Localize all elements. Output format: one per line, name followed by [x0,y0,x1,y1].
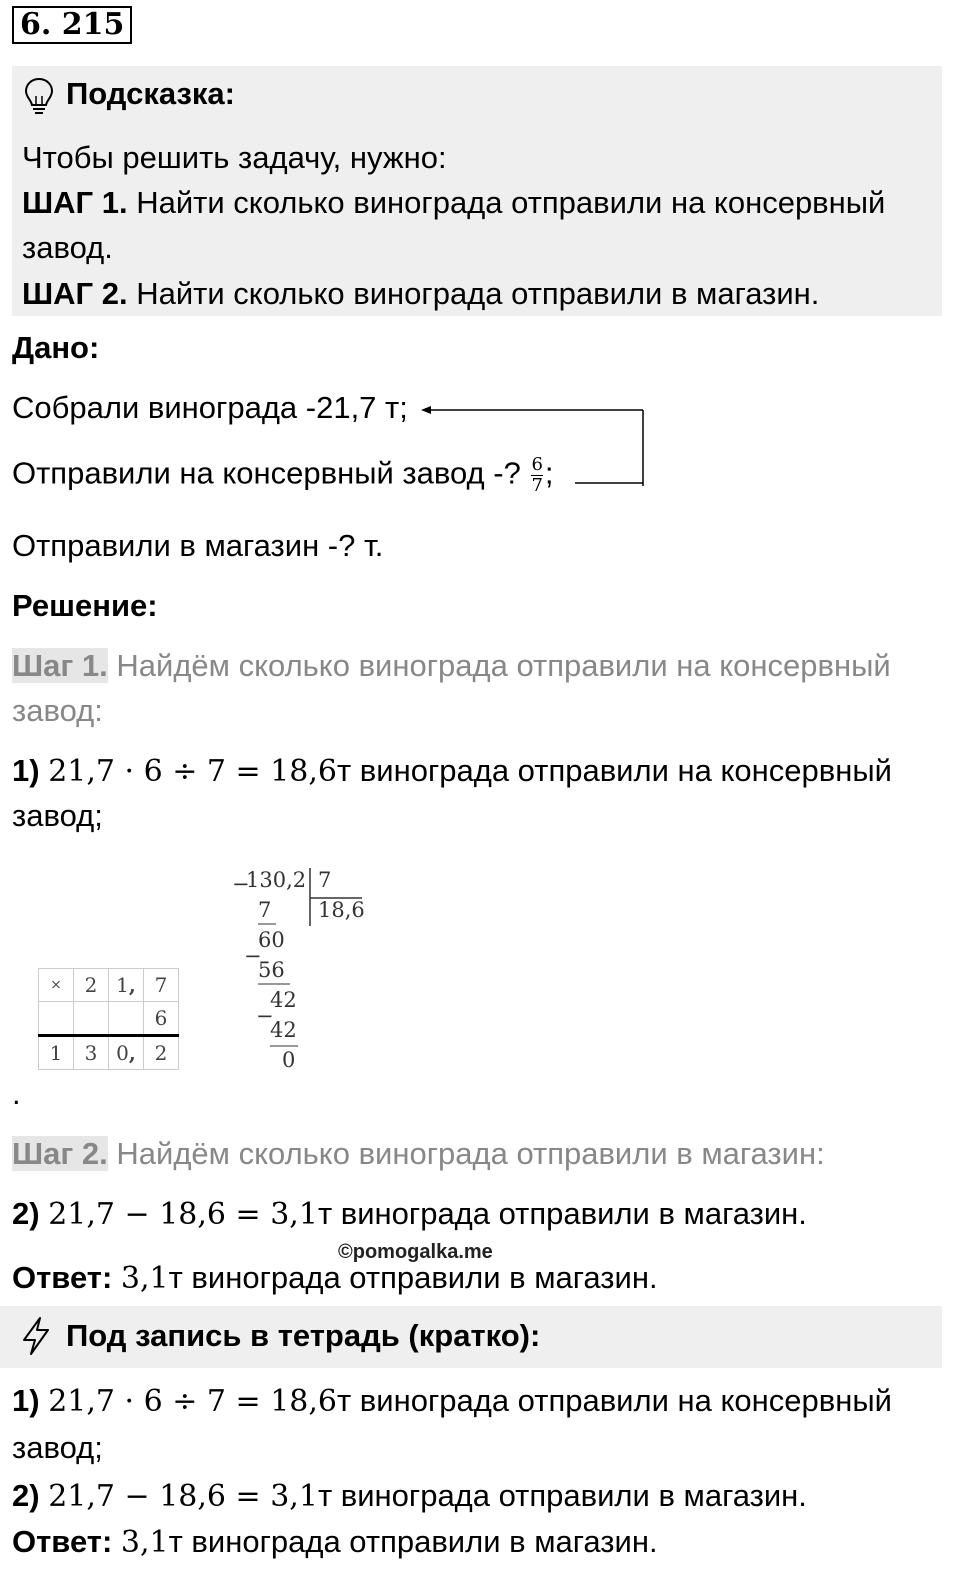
solution-title: Решение: [12,588,158,623]
notebook-calc1-expression: 21,7 · 6 ÷ 7 = 18,6 [48,1384,337,1419]
given-line3: Отправили в магазин -? т. [12,528,384,563]
notebook-answer-label: Ответ: [12,1524,113,1559]
lightbulb-icon [22,76,56,116]
division-step: 60 [258,928,285,952]
notebook-calc2-number: 2) [12,1478,40,1513]
hint-intro: Чтобы решить задачу, нужно: [22,140,447,175]
solution-step2-text: Найдём сколько винограда отправили в магазин: [107,1136,825,1171]
calc2-text: т винограда отправили в магазин. [317,1196,807,1231]
task-number: 6. 215 [12,6,132,44]
calc1-number: 1) [12,753,40,788]
solution-step1-label: Шаг 1. [12,648,108,683]
calc2-number: 2) [12,1196,40,1231]
solution-step1-cont: завод: [12,693,103,728]
division-minus: − [256,1004,274,1028]
hint-step1-label: ШАГ 1. [22,185,128,220]
division-step: 42 [270,988,297,1012]
given-title: Дано: [12,330,100,365]
lightning-icon [18,1316,54,1356]
watermark: ©pomogalka.me [338,1241,493,1263]
mult-digit: 2 [74,969,109,1002]
notebook-calc2 [12,1478,807,1514]
answer-expression: 3,1 [120,1261,169,1296]
hint-step1-text: Найти сколько винограда отправили на консервный [127,185,886,220]
hint-title: Подсказка: [66,76,235,111]
notebook-calc1-number: 1) [12,1383,40,1418]
mult-sign: × [39,969,74,1002]
mult-comma: , [128,973,136,997]
hint-step1-cont: завод. [22,230,113,265]
mult-result-digit: 1 [39,1036,74,1070]
division-dividend: 130,2 [246,868,307,892]
hint-step1 [22,185,885,221]
given-line2-text: Отправили на консервный завод -? [12,455,521,491]
solution-step1 [12,648,891,684]
mult-empty [39,1002,74,1036]
multiplication-table [38,968,179,1070]
division-step: 0 [282,1048,296,1072]
given-line1: Собрали винограда -21,7 т; [12,390,408,425]
trailing-dot: . [12,1076,21,1111]
mult-digit: 1, [109,969,144,1002]
fraction-numerator: 6 [531,454,543,475]
hint-step2 [22,276,819,312]
given-line2-end: ; [544,455,554,491]
mult-result-digit: 2 [144,1036,179,1070]
calc1-cont: завод; [12,798,103,833]
solution-step1-text: Найдём сколько винограда отправили на консервный [107,648,891,683]
given-bracket-arrow [415,398,655,493]
fraction-denominator: 7 [531,475,543,496]
solution-step2 [12,1136,825,1172]
hint-step2-label: ШАГ 2. [22,276,128,311]
notebook-title: Под запись в тетрадь (кратко): [66,1318,541,1353]
notebook-calc2-text: т винограда отправили в магазин. [317,1478,807,1513]
notebook-calc1-text: т винограда отправили на консервный [337,1383,892,1418]
answer-text: т винограда отправили в магазин. [168,1260,658,1295]
mult-empty [109,1002,144,1036]
calc2 [12,1196,807,1232]
division-minus: − [244,944,262,968]
calc2-expression: 21,7 − 18,6 = 3,1 [48,1197,318,1232]
solution-step2-label: Шаг 2. [12,1136,108,1171]
notebook-answer [12,1524,658,1560]
hint-step2-text: Найти сколько винограда отправили в магазин. [127,276,820,311]
mult-digit: 6 [144,1002,179,1036]
notebook-calc2-expression: 21,7 − 18,6 = 3,1 [48,1479,318,1514]
division-minus: − [232,872,250,896]
notebook-calc1 [12,1383,892,1419]
mult-comma: , [128,1041,136,1065]
answer-label: Ответ: [12,1260,113,1295]
division-step: 56 [258,958,285,982]
division-step: 7 [258,898,272,922]
notebook-answer-expression: 3,1 [120,1525,169,1560]
calc1 [12,753,892,789]
mult-result-digit: 3 [74,1036,109,1070]
division-divisor: 7 [318,868,332,892]
division-step: 42 [270,1018,297,1042]
division-quotient: 18,6 [318,898,365,922]
calc1-text: т винограда отправили на консервный [337,753,892,788]
answer [12,1260,658,1296]
mult-empty [74,1002,109,1036]
notebook-answer-text: т винограда отправили в магазин. [168,1524,658,1559]
calc1-expression: 21,7 · 6 ÷ 7 = 18,6 [48,754,337,789]
mult-result-digit: 0, [109,1036,144,1070]
mult-digit: 7 [144,969,179,1002]
notebook-calc1-cont: завод; [12,1430,103,1465]
